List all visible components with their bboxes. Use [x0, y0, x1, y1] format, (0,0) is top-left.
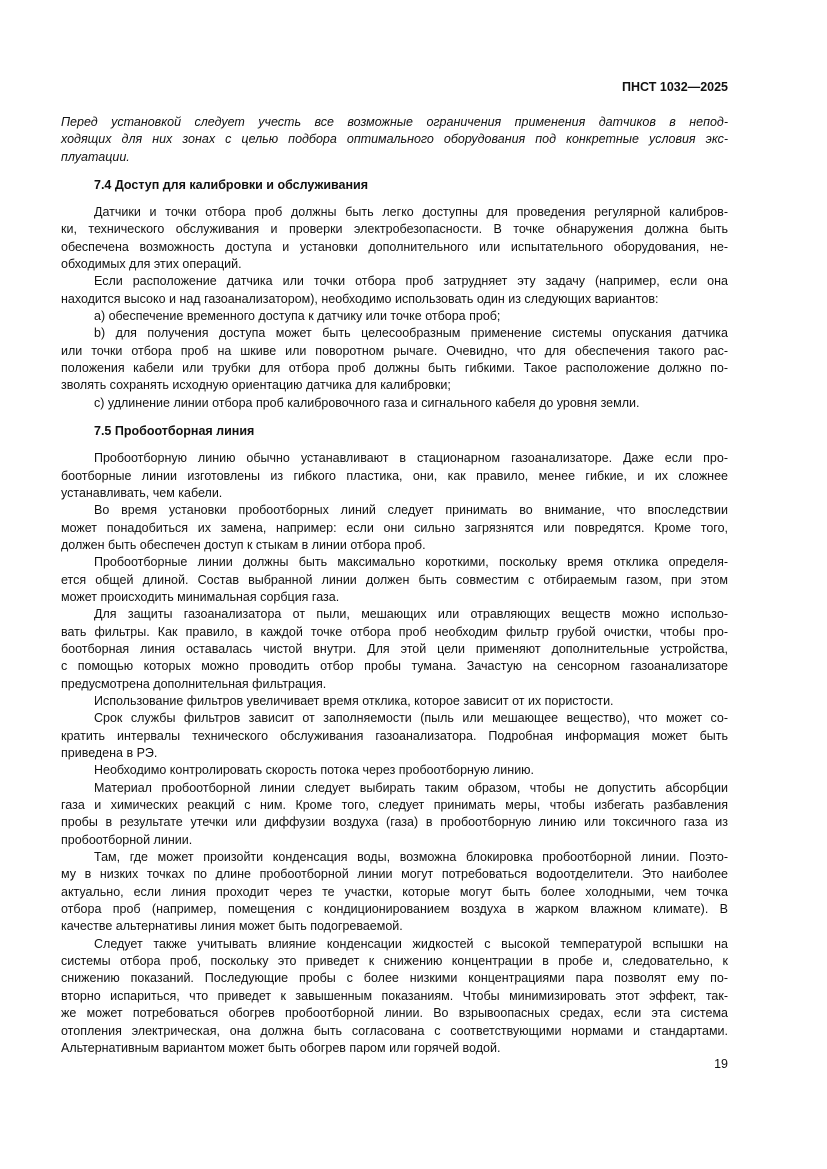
section-7-5-heading: 7.5 Пробоотборная линия: [94, 424, 255, 439]
text-line: же может потребоваться обогрев пробоотборной линии. Во взрывоопасных средах, если эта система: [61, 1006, 728, 1021]
text-line: должен быть обеспечен доступ к стыкам в линии отбора проб.: [61, 537, 426, 552]
text-line: зволять сохранять исходную ориентацию датчика для калибровки;: [61, 378, 451, 393]
text-line: приведена в РЭ.: [61, 746, 158, 760]
paragraph: [61, 554, 728, 606]
paragraph: [61, 606, 728, 693]
text-line: Пробоотборные линии должны быть максимально короткими, поскольку время отклика определя-: [94, 555, 728, 570]
text-line: пробы в результате утечки или диффузии воздуха (газа) в пробоотборную линию или токсичного газа из: [61, 815, 728, 830]
text-line: Материал пробоотборной линии следует выбирать таким образом, чтобы не допустить абсорбции: [94, 780, 728, 795]
paragraph: [61, 308, 728, 325]
paragraph: [61, 936, 728, 1057]
text-line: b) для получения доступа может быть целесообразным применение системы опускания датчика: [94, 326, 728, 341]
paragraph: [61, 849, 728, 936]
document-code: ПНСТ 1032—2025: [622, 80, 728, 94]
text-line: вторно испариться, что приведет к завышенным показаниям. Чтобы минимизировать этот эффект, так-: [61, 988, 728, 1003]
text-line: боотборные линии изготовлены из гибкого пластика, они, как правило, менее гибкие, и их сложнее: [61, 468, 728, 483]
text-line: положения кабели или трубки для отбора проб должны быть гибкими. Такое расположение должно по-: [61, 361, 728, 376]
paragraph: [61, 395, 728, 412]
text-line: плуатации.: [61, 149, 130, 164]
paragraph: [61, 780, 728, 849]
section-7-5-body: [61, 450, 728, 1057]
text-line: актуально, если линия проходит через те участки, которые могут быть более холодными, чем точка: [61, 884, 728, 899]
paragraph: [61, 762, 728, 779]
text-line: газа и химических реакций с ним. Кроме того, следует принимать меры, чтобы избегать разбавления: [61, 798, 728, 813]
section-7-4-body: [61, 204, 728, 412]
text-line: ходящих для них зонах с целью подбора оптимального оборудования под конкретные условия экс-: [61, 132, 728, 147]
text-line: a) обеспечение временного доступа к датчику или точке отбора проб;: [94, 309, 501, 324]
text-line: Срок службы фильтров зависит от заполняемости (пыль или мешающее вещество), что может со-: [94, 711, 728, 726]
text-line: Если расположение датчика или точки отбора проб затрудняет эту задачу (например, если она: [94, 274, 728, 289]
page-number: 19: [714, 1057, 728, 1071]
text-line: обеспечена возможность доступа и установки дополнительного или испытательного оборудования, не-: [61, 239, 728, 254]
paragraph: [61, 502, 728, 554]
text-line: находится высоко и над газоанализатором), необходимо использовать один из следующих вариантов:: [61, 291, 659, 306]
text-line: Перед установкой следует учесть все возможные ограничения применения датчиков в непод-: [61, 115, 728, 129]
text-line: Альтернативным вариантом может быть обогрев паром или горячей водой.: [61, 1040, 501, 1055]
text-line: предусмотрена дополнительная фильтрация.: [61, 676, 327, 691]
text-line: или точки отбора проб на шкиве или поворотном рычаге. Очевидно, что для обеспечения такого рас-: [61, 343, 728, 358]
page-content: [61, 114, 728, 1057]
intro-note: [61, 114, 728, 166]
text-line: му в низких точках по длине пробоотборной линии могут потребоваться водоотделители. Это наиболее: [61, 867, 728, 882]
text-line: Необходимо контролировать скорость потока через пробоотборную линию.: [94, 763, 535, 778]
paragraph: [61, 273, 728, 308]
text-line: системы отбора проб, поскольку это приведет к снижению концентрации в пробе и, следовательно, к: [61, 954, 728, 969]
text-line: Во время установки пробоотборных линий следует принимать во внимание, что впоследствии: [94, 503, 728, 518]
text-line: качестве альтернативы линия может быть подогреваемой.: [61, 919, 403, 934]
text-line: кратить интервалы технического обслуживания газоанализатора. Подробная информация может быть: [61, 728, 728, 743]
paragraph: [61, 325, 728, 394]
text-line: отопления электрическая, она должна быть согласована с соответствующими нормами и стандартами.: [61, 1023, 728, 1038]
text-line: может происходить минимальная сорбция газа.: [61, 589, 340, 604]
text-line: боотборная линия оставалась чистой внутри. Для этой цели применяют дополнительные устройства,: [61, 641, 728, 656]
paragraph: [61, 710, 728, 762]
text-line: может понадобиться их замена, например: если они сильно загрязнятся или повредятся. Кроме того,: [61, 520, 728, 535]
section-7-4-heading: 7.4 Доступ для калибровки и обслуживания: [94, 178, 369, 193]
text-line: Датчики и точки отбора проб должны быть легко доступны для проведения регулярной калибров-: [94, 205, 728, 220]
text-line: Пробоотборную линию обычно устанавливают в стационарном газоанализаторе. Даже если про-: [94, 451, 728, 466]
text-line: c) удлинение линии отбора проб калибровочного газа и сигнального кабеля до уровня земли.: [94, 395, 640, 410]
text-line: устанавливать, чем кабели.: [61, 485, 223, 500]
paragraph: [61, 450, 728, 502]
text-line: Использование фильтров увеличивает время отклика, которое зависит от их пористости.: [94, 693, 614, 708]
paragraph: [61, 693, 728, 710]
text-line: ется общей длиной. Состав выбранной линии должен быть совместим с отбираемым газом, при этом: [61, 572, 728, 587]
text-line: ки, технического обслуживания и проверки электробезопасности. В точке обнаружения должна быть: [61, 222, 728, 237]
text-line: отбора проб (например, помещения с кондиционированием воздуха в жарком влажном климате). В: [61, 902, 728, 917]
text-line: снижению показаний. Последующие пробы с более низкими концентрациями пара позволят ему по-: [61, 971, 728, 986]
text-line: Для защиты газоанализатора от пыли, мешающих или отравляющих веществ можно использо-: [94, 607, 728, 622]
text-line: обходимых для этих операций.: [61, 257, 242, 272]
paragraph: [61, 204, 728, 273]
text-line: с помощью которых можно проводить отбор пробы тумана. Зачастую на сенсорном газоанализаторе: [61, 659, 728, 674]
text-line: Там, где может произойти конденсация воды, возможна блокировка пробоотборной линии. Поэто-: [94, 850, 728, 865]
text-line: Следует также учитывать влияние конденсации жидкостей с высокой температурой вспышки на: [94, 936, 728, 951]
text-line: вать фильтры. Как правило, в каждой точке отбора проб необходим фильтр грубой очистки, чтобы про-: [61, 624, 728, 639]
text-line: пробоотборной линии.: [61, 832, 193, 847]
